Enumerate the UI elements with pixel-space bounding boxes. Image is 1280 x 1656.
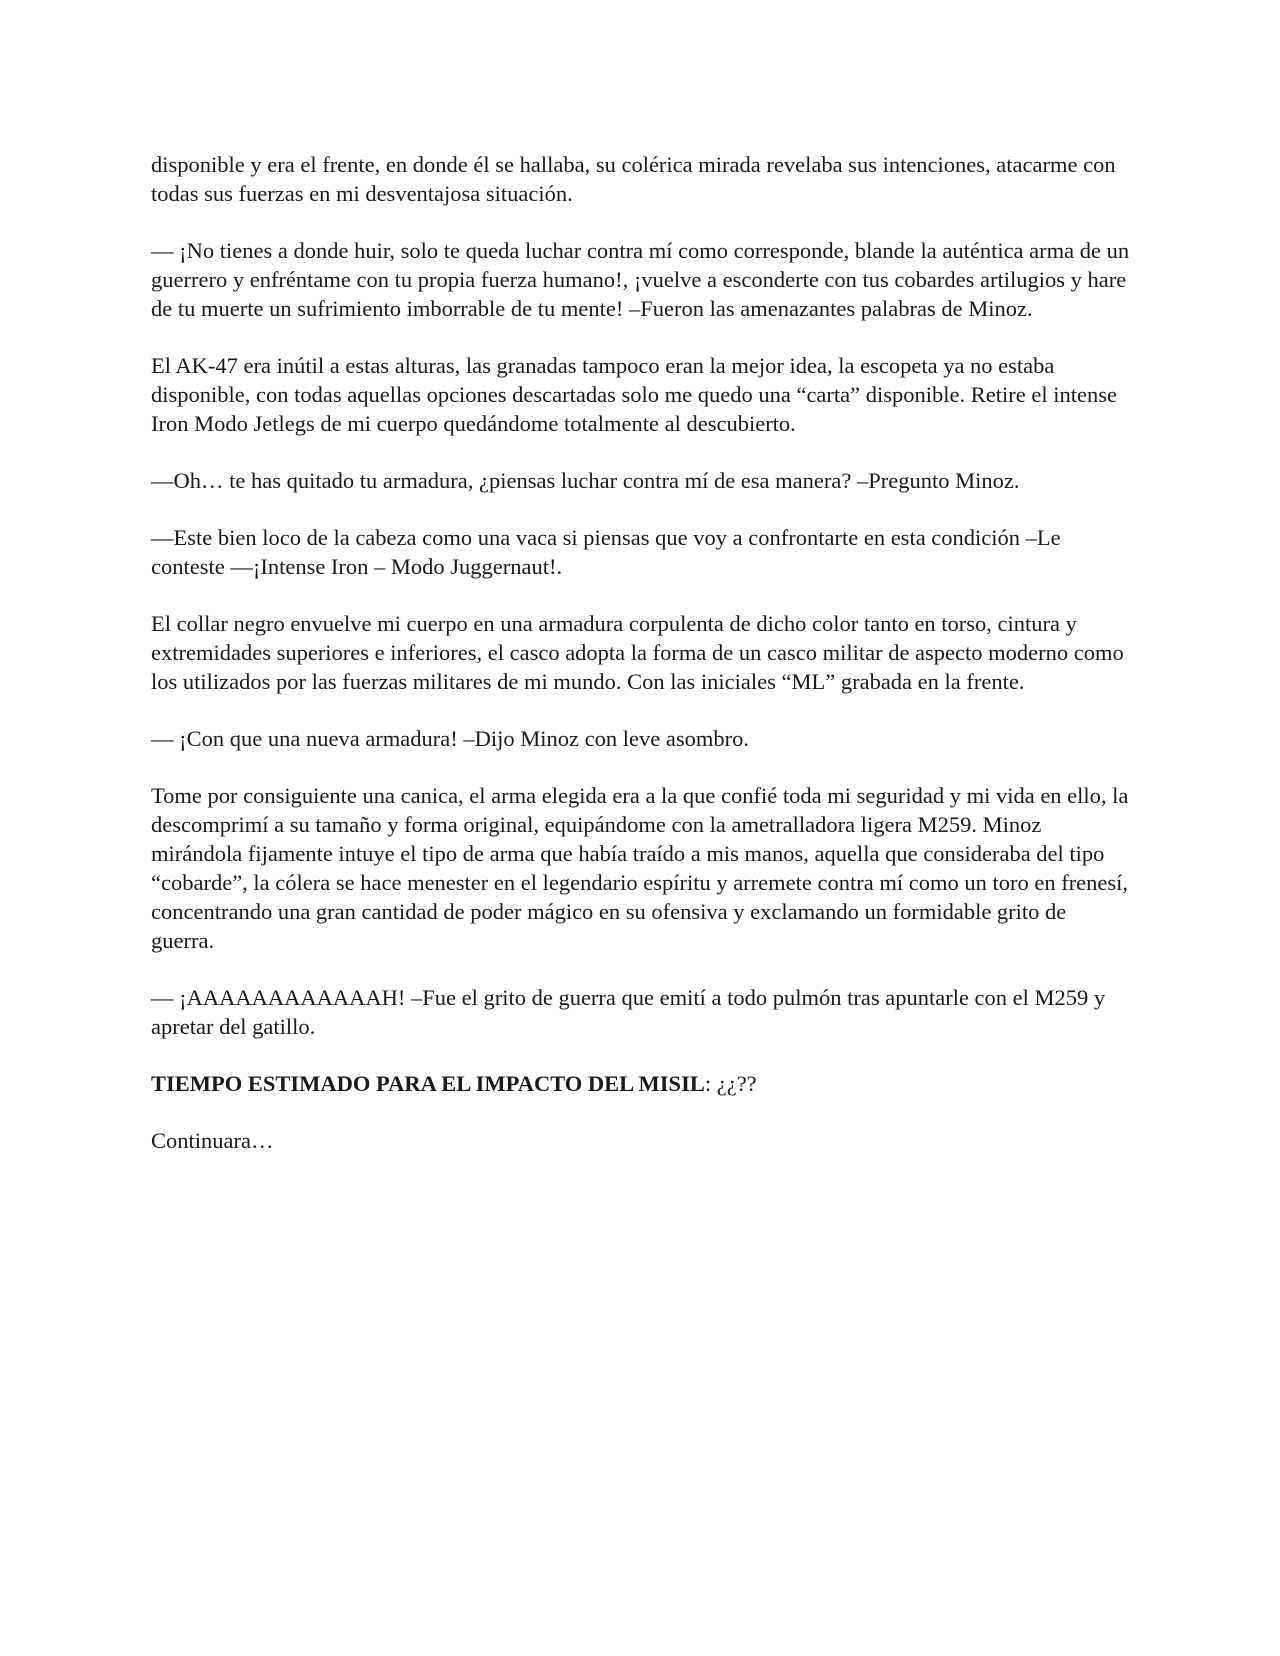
- estimated-impact-value: : ¿¿??: [704, 1071, 757, 1096]
- paragraph-8: Tome por consiguiente una canica, el arma elegida era a la que confié toda mi seguridad y mi vida en ello, la descomprimí a su tamaño y forma original, equipándome con la ametralladora ligera M259. Minoz mirándola fijamente intuye el tipo de arma que había traído a mis manos, aquella que consideraba del tipo “cobarde”, la cólera se hace menester en el legendario espíritu y arremete contra mí como un toro en frenesí, concentrando una gran cantidad de poder mágico en su ofensiva y exclamando un formidable grito de guerra.: [151, 783, 1129, 953]
- paragraph-6: El collar negro envuelve mi cuerpo en una armadura corpulenta de dicho color tanto en torso, cintura y extremidades superiores e inferiores, el casco adopta la forma de un casco militar de aspecto moderno como los utilizados por las fuerzas militares de mi mundo. Con las iniciales “ML” grabada en la frente.: [151, 611, 1124, 694]
- paragraph-7: — ¡Con que una nueva armadura! –Dijo Minoz con leve asombro.: [151, 726, 749, 751]
- paragraph-3: El AK-47 era inútil a estas alturas, las granadas tampoco eran la mejor idea, la escopeta ya no estaba disponible, con todas aquellas opciones descartadas solo me quedo una “carta” disponible. Retire el intense Iron Modo Jetlegs de mi cuerpo quedándome totalmente al descubierto.: [151, 353, 1117, 436]
- document-body: [151, 150, 1131, 1183]
- paragraph-1: disponible y era el frente, en donde él se hallaba, su colérica mirada revelaba sus intenciones, atacarme con todas sus fuerzas en mi desventajosa situación.: [151, 152, 1116, 206]
- estimated-impact-label: TIEMPO ESTIMADO PARA EL IMPACTO DEL MISIL: [151, 1071, 705, 1096]
- paragraph-5: —Este bien loco de la cabeza como una vaca si piensas que voy a confrontarte en esta condición –Le conteste —¡Intense Iron – Modo Juggernaut!.: [151, 525, 1061, 579]
- paragraph-2: — ¡No tienes a donde huir, solo te queda luchar contra mí como corresponde, blande la auténtica arma de un guerrero y enfréntame con tu propia fuerza humano!, ¡vuelve a esconderte con tus cobardes artilugios y hare de tu muerte un sufrimiento imborrable de tu mente! –Fueron las amenazantes palabras de Minoz.: [151, 238, 1130, 321]
- closing-text: Continuara…: [151, 1128, 274, 1153]
- paragraph-9: — ¡AAAAAAAAAAAAH! –Fue el grito de guerra que emití a todo pulmón tras apuntarle con el M259 y apretar del gatillo.: [151, 985, 1106, 1039]
- estimated-impact-heading: [151, 1069, 1131, 1098]
- paragraph-4: —Oh… te has quitado tu armadura, ¿piensas luchar contra mí de esa manera? –Pregunto Minoz.: [151, 468, 1020, 493]
